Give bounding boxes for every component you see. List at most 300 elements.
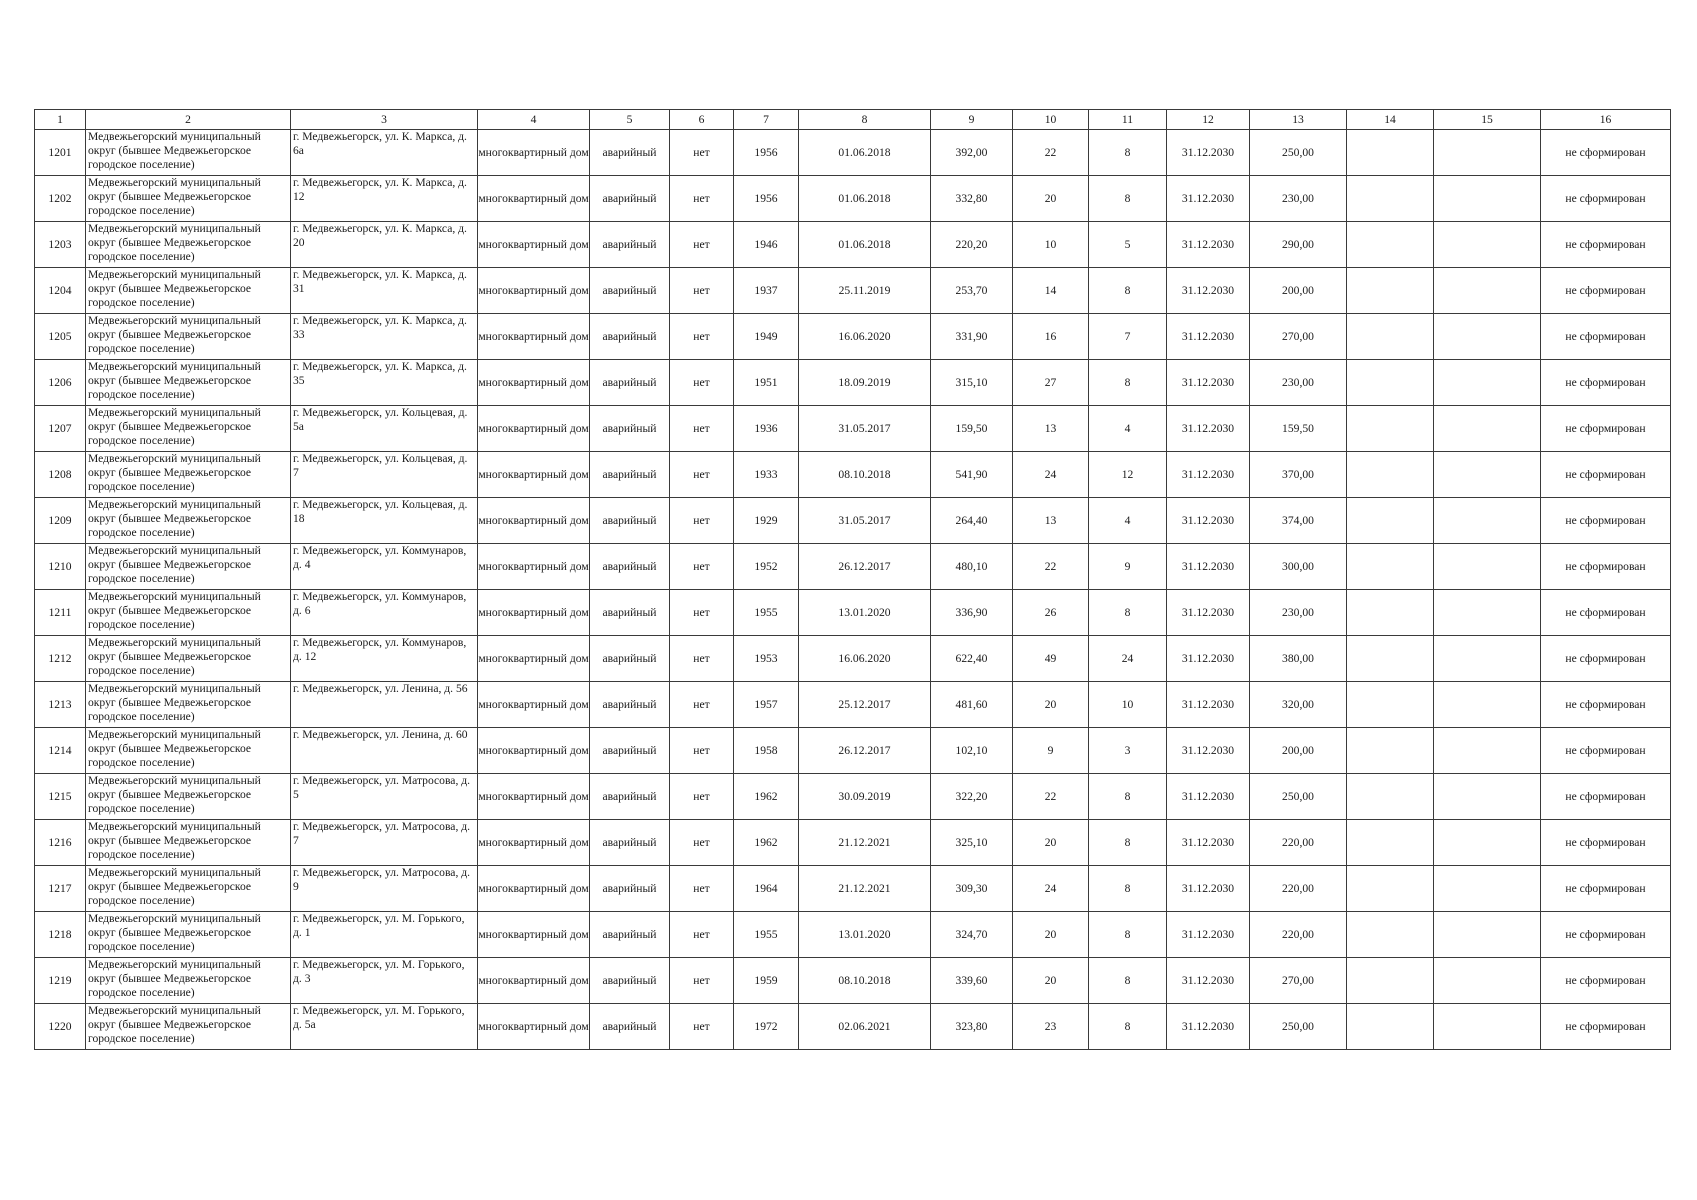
cell-recognized-date: 26.12.2017 (799, 544, 931, 590)
cell-no: 1202 (35, 176, 86, 222)
cell-address: г. Медвежьегорск, ул. М. Горького, д. 3 (291, 958, 478, 1004)
table-row (35, 682, 1671, 728)
cell-address: г. Медвежьегорск, ул. К. Маркса, д. 31 (291, 268, 478, 314)
cell-residents: 13 (1013, 406, 1089, 452)
cell-value14 (1347, 866, 1434, 912)
cell-status: не сформирован (1541, 406, 1671, 452)
cell-address: г. Медвежьегорск, ул. Коммунаров, д. 6 (291, 590, 478, 636)
cell-flag: нет (670, 544, 734, 590)
column-header-15: 15 (1434, 110, 1541, 130)
cell-area: 331,90 (931, 314, 1013, 360)
cell-residents: 10 (1013, 222, 1089, 268)
cell-value14 (1347, 268, 1434, 314)
housing-registry-table (34, 109, 1671, 1050)
cell-address: г. Медвежьегорск, ул. Коммунаров, д. 12 (291, 636, 478, 682)
cell-year: 1937 (734, 268, 799, 314)
cell-apartments: 8 (1089, 590, 1167, 636)
cell-area: 220,20 (931, 222, 1013, 268)
cell-area: 392,00 (931, 130, 1013, 176)
cell-house-type: многоквартирный дом (478, 406, 590, 452)
cell-year: 1956 (734, 130, 799, 176)
cell-value15 (1434, 728, 1541, 774)
cell-deadline: 31.12.2030 (1167, 452, 1250, 498)
cell-apartments: 24 (1089, 636, 1167, 682)
cell-residents: 24 (1013, 452, 1089, 498)
cell-value13: 200,00 (1250, 268, 1347, 314)
cell-area: 309,30 (931, 866, 1013, 912)
cell-apartments: 5 (1089, 222, 1167, 268)
cell-address: г. Медвежьегорск, ул. Коммунаров, д. 4 (291, 544, 478, 590)
cell-deadline: 31.12.2030 (1167, 774, 1250, 820)
cell-deadline: 31.12.2030 (1167, 912, 1250, 958)
cell-house-type: многоквартирный дом (478, 774, 590, 820)
cell-house-type: многоквартирный дом (478, 314, 590, 360)
cell-year: 1957 (734, 682, 799, 728)
column-header-12: 12 (1167, 110, 1250, 130)
cell-apartments: 4 (1089, 406, 1167, 452)
cell-residents: 14 (1013, 268, 1089, 314)
cell-value13: 290,00 (1250, 222, 1347, 268)
cell-no: 1220 (35, 1004, 86, 1050)
cell-municipality: Медвежьегорский муниципальный округ (бывшее Медвежьегорское городское поселение) (86, 360, 291, 406)
cell-condition: аварийный (590, 406, 670, 452)
cell-no: 1219 (35, 958, 86, 1004)
cell-residents: 20 (1013, 176, 1089, 222)
cell-condition: аварийный (590, 774, 670, 820)
column-header-1: 1 (35, 110, 86, 130)
cell-residents: 23 (1013, 1004, 1089, 1050)
cell-condition: аварийный (590, 544, 670, 590)
cell-residents: 13 (1013, 498, 1089, 544)
cell-deadline: 31.12.2030 (1167, 314, 1250, 360)
cell-apartments: 4 (1089, 498, 1167, 544)
cell-value15 (1434, 222, 1541, 268)
cell-value14 (1347, 1004, 1434, 1050)
cell-house-type: многоквартирный дом (478, 728, 590, 774)
cell-no: 1201 (35, 130, 86, 176)
column-header-10: 10 (1013, 110, 1089, 130)
cell-value15 (1434, 636, 1541, 682)
cell-house-type: многоквартирный дом (478, 912, 590, 958)
column-header-6: 6 (670, 110, 734, 130)
cell-area: 325,10 (931, 820, 1013, 866)
cell-municipality: Медвежьегорский муниципальный округ (бывшее Медвежьегорское городское поселение) (86, 1004, 291, 1050)
table-row (35, 544, 1671, 590)
cell-value14 (1347, 958, 1434, 1004)
cell-flag: нет (670, 774, 734, 820)
cell-flag: нет (670, 222, 734, 268)
column-header-3: 3 (291, 110, 478, 130)
cell-apartments: 8 (1089, 130, 1167, 176)
cell-address: г. Медвежьегорск, ул. Матросова, д. 5 (291, 774, 478, 820)
cell-residents: 16 (1013, 314, 1089, 360)
cell-condition: аварийный (590, 866, 670, 912)
cell-value14 (1347, 590, 1434, 636)
cell-deadline: 31.12.2030 (1167, 360, 1250, 406)
table-row (35, 498, 1671, 544)
cell-area: 336,90 (931, 590, 1013, 636)
cell-deadline: 31.12.2030 (1167, 866, 1250, 912)
cell-value15 (1434, 590, 1541, 636)
cell-house-type: многоквартирный дом (478, 958, 590, 1004)
column-header-7: 7 (734, 110, 799, 130)
table-row (35, 774, 1671, 820)
cell-status: не сформирован (1541, 1004, 1671, 1050)
cell-flag: нет (670, 636, 734, 682)
cell-no: 1216 (35, 820, 86, 866)
cell-flag: нет (670, 360, 734, 406)
cell-deadline: 31.12.2030 (1167, 682, 1250, 728)
cell-apartments: 8 (1089, 820, 1167, 866)
cell-area: 324,70 (931, 912, 1013, 958)
table-row (35, 912, 1671, 958)
cell-apartments: 8 (1089, 912, 1167, 958)
cell-value13: 270,00 (1250, 958, 1347, 1004)
cell-status: не сформирован (1541, 268, 1671, 314)
cell-recognized-date: 21.12.2021 (799, 820, 931, 866)
cell-flag: нет (670, 866, 734, 912)
cell-deadline: 31.12.2030 (1167, 958, 1250, 1004)
cell-condition: аварийный (590, 498, 670, 544)
table-row (35, 406, 1671, 452)
cell-value13: 230,00 (1250, 590, 1347, 636)
cell-address: г. Медвежьегорск, ул. Кольцевая, д. 18 (291, 498, 478, 544)
cell-status: не сформирован (1541, 590, 1671, 636)
cell-house-type: многоквартирный дом (478, 130, 590, 176)
cell-condition: аварийный (590, 314, 670, 360)
cell-value15 (1434, 452, 1541, 498)
cell-value15 (1434, 498, 1541, 544)
cell-municipality: Медвежьегорский муниципальный округ (бывшее Медвежьегорское городское поселение) (86, 452, 291, 498)
cell-area: 332,80 (931, 176, 1013, 222)
cell-value13: 230,00 (1250, 360, 1347, 406)
cell-municipality: Медвежьегорский муниципальный округ (бывшее Медвежьегорское городское поселение) (86, 222, 291, 268)
cell-recognized-date: 13.01.2020 (799, 590, 931, 636)
cell-flag: нет (670, 820, 734, 866)
cell-value14 (1347, 406, 1434, 452)
column-header-2: 2 (86, 110, 291, 130)
cell-condition: аварийный (590, 590, 670, 636)
cell-condition: аварийный (590, 958, 670, 1004)
cell-value13: 159,50 (1250, 406, 1347, 452)
cell-value15 (1434, 958, 1541, 1004)
cell-status: не сформирован (1541, 774, 1671, 820)
cell-no: 1213 (35, 682, 86, 728)
cell-status: не сформирован (1541, 452, 1671, 498)
cell-house-type: многоквартирный дом (478, 268, 590, 314)
cell-no: 1210 (35, 544, 86, 590)
cell-apartments: 8 (1089, 268, 1167, 314)
cell-flag: нет (670, 1004, 734, 1050)
cell-value13: 250,00 (1250, 130, 1347, 176)
cell-value15 (1434, 314, 1541, 360)
cell-status: не сформирован (1541, 498, 1671, 544)
cell-value14 (1347, 130, 1434, 176)
cell-house-type: многоквартирный дом (478, 866, 590, 912)
cell-municipality: Медвежьегорский муниципальный округ (бывшее Медвежьегорское городское поселение) (86, 498, 291, 544)
cell-municipality: Медвежьегорский муниципальный округ (бывшее Медвежьегорское городское поселение) (86, 176, 291, 222)
column-number-row (35, 110, 1671, 130)
cell-residents: 20 (1013, 958, 1089, 1004)
cell-municipality: Медвежьегорский муниципальный округ (бывшее Медвежьегорское городское поселение) (86, 590, 291, 636)
cell-residents: 22 (1013, 130, 1089, 176)
cell-value13: 250,00 (1250, 1004, 1347, 1050)
cell-municipality: Медвежьегорский муниципальный округ (бывшее Медвежьегорское городское поселение) (86, 130, 291, 176)
cell-status: не сформирован (1541, 360, 1671, 406)
cell-flag: нет (670, 498, 734, 544)
cell-residents: 49 (1013, 636, 1089, 682)
cell-recognized-date: 02.06.2021 (799, 1004, 931, 1050)
cell-no: 1215 (35, 774, 86, 820)
cell-no: 1205 (35, 314, 86, 360)
cell-flag: нет (670, 912, 734, 958)
table-row (35, 360, 1671, 406)
cell-area: 253,70 (931, 268, 1013, 314)
cell-value15 (1434, 820, 1541, 866)
cell-no: 1211 (35, 590, 86, 636)
cell-value13: 220,00 (1250, 866, 1347, 912)
cell-apartments: 7 (1089, 314, 1167, 360)
cell-flag: нет (670, 406, 734, 452)
table-row (35, 636, 1671, 682)
cell-address: г. Медвежьегорск, ул. К. Маркса, д. 12 (291, 176, 478, 222)
cell-recognized-date: 01.06.2018 (799, 130, 931, 176)
cell-year: 1964 (734, 866, 799, 912)
cell-address: г. Медвежьегорск, ул. Матросова, д. 9 (291, 866, 478, 912)
cell-recognized-date: 08.10.2018 (799, 452, 931, 498)
cell-flag: нет (670, 268, 734, 314)
cell-municipality: Медвежьегорский муниципальный округ (бывшее Медвежьегорское городское поселение) (86, 820, 291, 866)
cell-year: 1949 (734, 314, 799, 360)
cell-value13: 250,00 (1250, 774, 1347, 820)
cell-flag: нет (670, 728, 734, 774)
cell-house-type: многоквартирный дом (478, 360, 590, 406)
cell-address: г. Медвежьегорск, ул. К. Маркса, д. 6а (291, 130, 478, 176)
cell-year: 1956 (734, 176, 799, 222)
cell-value14 (1347, 452, 1434, 498)
cell-area: 541,90 (931, 452, 1013, 498)
cell-status: не сформирован (1541, 912, 1671, 958)
cell-address: г. Медвежьегорск, ул. К. Маркса, д. 35 (291, 360, 478, 406)
column-header-13: 13 (1250, 110, 1347, 130)
cell-municipality: Медвежьегорский муниципальный округ (бывшее Медвежьегорское городское поселение) (86, 314, 291, 360)
cell-deadline: 31.12.2030 (1167, 728, 1250, 774)
cell-value15 (1434, 406, 1541, 452)
cell-value13: 220,00 (1250, 820, 1347, 866)
cell-condition: аварийный (590, 452, 670, 498)
cell-residents: 20 (1013, 820, 1089, 866)
cell-flag: нет (670, 452, 734, 498)
cell-value13: 220,00 (1250, 912, 1347, 958)
cell-flag: нет (670, 590, 734, 636)
cell-deadline: 31.12.2030 (1167, 176, 1250, 222)
cell-address: г. Медвежьегорск, ул. К. Маркса, д. 20 (291, 222, 478, 268)
cell-address: г. Медвежьегорск, ул. Кольцевая, д. 5а (291, 406, 478, 452)
cell-no: 1203 (35, 222, 86, 268)
cell-year: 1946 (734, 222, 799, 268)
cell-recognized-date: 16.06.2020 (799, 314, 931, 360)
cell-residents: 9 (1013, 728, 1089, 774)
cell-value14 (1347, 544, 1434, 590)
cell-status: не сформирован (1541, 176, 1671, 222)
cell-municipality: Медвежьегорский муниципальный округ (бывшее Медвежьегорское городское поселение) (86, 912, 291, 958)
cell-municipality: Медвежьегорский муниципальный округ (бывшее Медвежьегорское городское поселение) (86, 728, 291, 774)
cell-value13: 300,00 (1250, 544, 1347, 590)
cell-no: 1209 (35, 498, 86, 544)
cell-deadline: 31.12.2030 (1167, 268, 1250, 314)
cell-value14 (1347, 774, 1434, 820)
cell-recognized-date: 25.12.2017 (799, 682, 931, 728)
cell-value14 (1347, 820, 1434, 866)
cell-no: 1207 (35, 406, 86, 452)
cell-status: не сформирован (1541, 544, 1671, 590)
cell-value15 (1434, 774, 1541, 820)
cell-no: 1206 (35, 360, 86, 406)
cell-value15 (1434, 544, 1541, 590)
cell-house-type: многоквартирный дом (478, 452, 590, 498)
cell-recognized-date: 30.09.2019 (799, 774, 931, 820)
cell-area: 481,60 (931, 682, 1013, 728)
cell-apartments: 8 (1089, 958, 1167, 1004)
cell-year: 1972 (734, 1004, 799, 1050)
cell-year: 1955 (734, 590, 799, 636)
cell-value13: 200,00 (1250, 728, 1347, 774)
cell-municipality: Медвежьегорский муниципальный округ (бывшее Медвежьегорское городское поселение) (86, 866, 291, 912)
cell-value14 (1347, 314, 1434, 360)
cell-house-type: многоквартирный дом (478, 222, 590, 268)
cell-house-type: многоквартирный дом (478, 820, 590, 866)
cell-residents: 24 (1013, 866, 1089, 912)
cell-apartments: 8 (1089, 866, 1167, 912)
cell-recognized-date: 18.09.2019 (799, 360, 931, 406)
cell-status: не сформирован (1541, 728, 1671, 774)
cell-value14 (1347, 498, 1434, 544)
cell-value15 (1434, 912, 1541, 958)
table-header (35, 110, 1671, 130)
table-row (35, 452, 1671, 498)
cell-value13: 380,00 (1250, 636, 1347, 682)
cell-deadline: 31.12.2030 (1167, 1004, 1250, 1050)
cell-status: не сформирован (1541, 820, 1671, 866)
cell-house-type: многоквартирный дом (478, 636, 590, 682)
cell-year: 1962 (734, 820, 799, 866)
cell-status: не сформирован (1541, 682, 1671, 728)
cell-condition: аварийный (590, 728, 670, 774)
cell-flag: нет (670, 130, 734, 176)
cell-municipality: Медвежьегорский муниципальный округ (бывшее Медвежьегорское городское поселение) (86, 636, 291, 682)
cell-recognized-date: 01.06.2018 (799, 222, 931, 268)
cell-year: 1959 (734, 958, 799, 1004)
cell-deadline: 31.12.2030 (1167, 406, 1250, 452)
cell-municipality: Медвежьегорский муниципальный округ (бывшее Медвежьегорское городское поселение) (86, 774, 291, 820)
cell-year: 1951 (734, 360, 799, 406)
cell-municipality: Медвежьегорский муниципальный округ (бывшее Медвежьегорское городское поселение) (86, 544, 291, 590)
cell-flag: нет (670, 176, 734, 222)
cell-value15 (1434, 130, 1541, 176)
table-row (35, 314, 1671, 360)
cell-value13: 320,00 (1250, 682, 1347, 728)
cell-recognized-date: 26.12.2017 (799, 728, 931, 774)
cell-status: не сформирован (1541, 222, 1671, 268)
table-row (35, 268, 1671, 314)
column-header-14: 14 (1347, 110, 1434, 130)
cell-municipality: Медвежьегорский муниципальный округ (бывшее Медвежьегорское городское поселение) (86, 682, 291, 728)
cell-deadline: 31.12.2030 (1167, 820, 1250, 866)
cell-value14 (1347, 360, 1434, 406)
cell-area: 264,40 (931, 498, 1013, 544)
cell-value15 (1434, 866, 1541, 912)
table-body (35, 130, 1671, 1050)
cell-value14 (1347, 682, 1434, 728)
cell-value14 (1347, 912, 1434, 958)
cell-apartments: 8 (1089, 360, 1167, 406)
cell-area: 339,60 (931, 958, 1013, 1004)
cell-value15 (1434, 268, 1541, 314)
column-header-16: 16 (1541, 110, 1671, 130)
cell-municipality: Медвежьегорский муниципальный округ (бывшее Медвежьегорское городское поселение) (86, 958, 291, 1004)
cell-apartments: 3 (1089, 728, 1167, 774)
cell-condition: аварийный (590, 682, 670, 728)
cell-condition: аварийный (590, 820, 670, 866)
cell-condition: аварийный (590, 636, 670, 682)
table-row (35, 728, 1671, 774)
cell-address: г. Медвежьегорск, ул. Ленина, д. 56 (291, 682, 478, 728)
cell-area: 622,40 (931, 636, 1013, 682)
cell-address: г. Медвежьегорск, ул. М. Горького, д. 1 (291, 912, 478, 958)
cell-value13: 374,00 (1250, 498, 1347, 544)
column-header-4: 4 (478, 110, 590, 130)
cell-address: г. Медвежьегорск, ул. Кольцевая, д. 7 (291, 452, 478, 498)
cell-condition: аварийный (590, 912, 670, 958)
cell-value14 (1347, 728, 1434, 774)
cell-status: не сформирован (1541, 958, 1671, 1004)
cell-value13: 270,00 (1250, 314, 1347, 360)
cell-deadline: 31.12.2030 (1167, 498, 1250, 544)
cell-flag: нет (670, 682, 734, 728)
cell-year: 1952 (734, 544, 799, 590)
cell-residents: 27 (1013, 360, 1089, 406)
cell-recognized-date: 31.05.2017 (799, 498, 931, 544)
cell-recognized-date: 16.06.2020 (799, 636, 931, 682)
cell-area: 480,10 (931, 544, 1013, 590)
cell-no: 1214 (35, 728, 86, 774)
cell-address: г. Медвежьегорск, ул. М. Горького, д. 5а (291, 1004, 478, 1050)
cell-year: 1929 (734, 498, 799, 544)
table-row (35, 176, 1671, 222)
cell-area: 323,80 (931, 1004, 1013, 1050)
cell-condition: аварийный (590, 130, 670, 176)
cell-area: 315,10 (931, 360, 1013, 406)
cell-apartments: 8 (1089, 176, 1167, 222)
cell-value15 (1434, 176, 1541, 222)
table-row (35, 820, 1671, 866)
cell-no: 1212 (35, 636, 86, 682)
cell-municipality: Медвежьегорский муниципальный округ (бывшее Медвежьегорское городское поселение) (86, 268, 291, 314)
cell-value15 (1434, 360, 1541, 406)
cell-house-type: многоквартирный дом (478, 498, 590, 544)
column-header-9: 9 (931, 110, 1013, 130)
cell-residents: 22 (1013, 544, 1089, 590)
cell-residents: 26 (1013, 590, 1089, 636)
cell-deadline: 31.12.2030 (1167, 590, 1250, 636)
cell-deadline: 31.12.2030 (1167, 544, 1250, 590)
cell-no: 1218 (35, 912, 86, 958)
cell-apartments: 9 (1089, 544, 1167, 590)
cell-deadline: 31.12.2030 (1167, 222, 1250, 268)
cell-value15 (1434, 1004, 1541, 1050)
cell-condition: аварийный (590, 176, 670, 222)
cell-no: 1217 (35, 866, 86, 912)
